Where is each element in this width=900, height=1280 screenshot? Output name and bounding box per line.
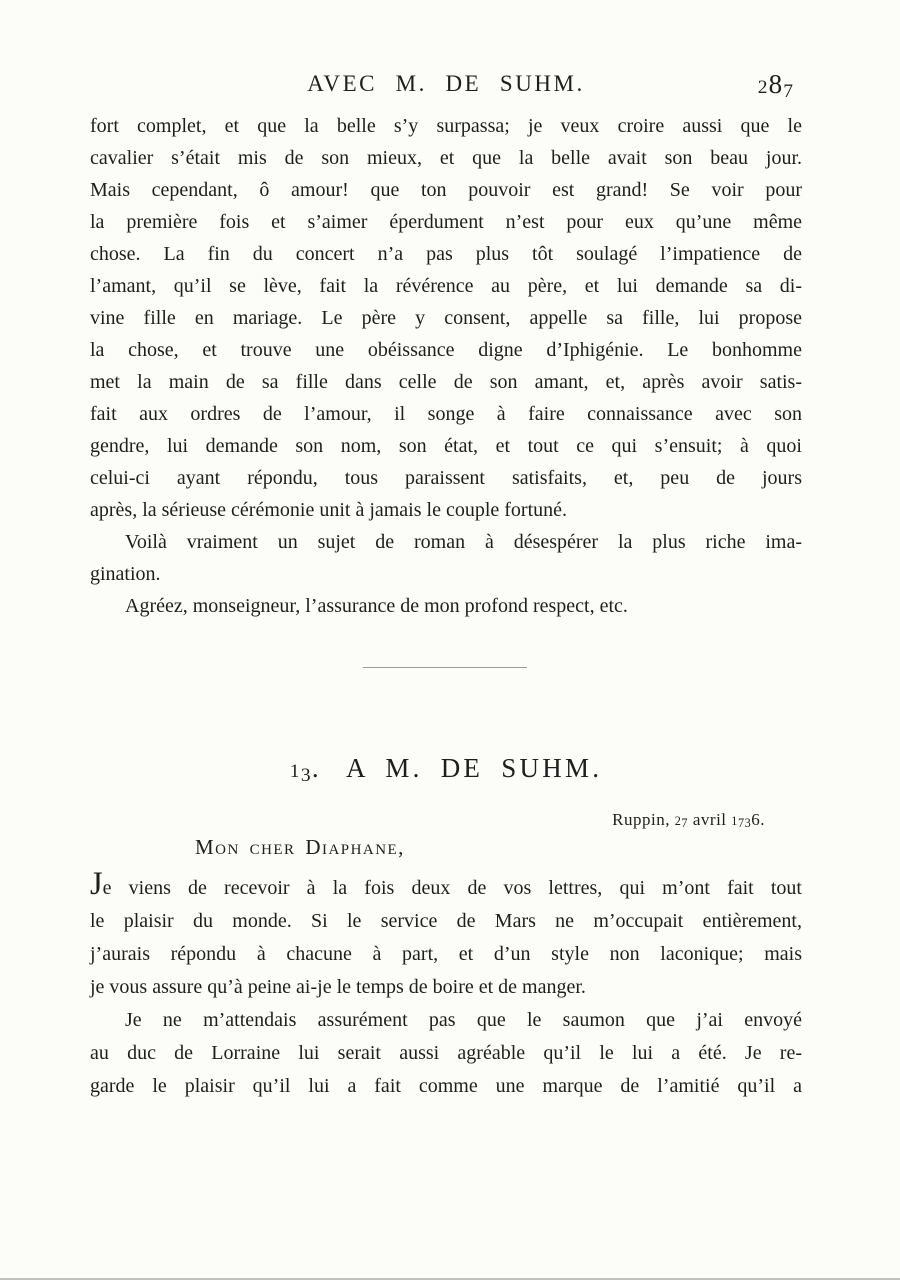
text-line: je vous assure qu’à peine ai-je le temps de boire et de manger.: [90, 976, 586, 998]
text-line: gination.: [90, 563, 161, 585]
text-line: cavalier s’était mis de son mieux, et que la belle avait son beau jour.: [90, 147, 802, 169]
text-line: la chose, et trouve une obéissance digne d’Iphigénie. Le bonhomme: [90, 339, 802, 361]
text-line: la première fois et s’aimer éperdument n’est pour eux qu’une même: [90, 211, 802, 233]
running-header: [90, 64, 802, 104]
text-line: le plaisir du monde. Si le service de Mars ne m’occupait entièrement,: [90, 910, 802, 932]
text-line: Voilà vraiment un sujet de roman à désespérer la plus riche ima-: [125, 531, 802, 553]
text-line: garde le plaisir qu’il lui a fait comme une marque de l’amitié qu’il a: [90, 1075, 802, 1097]
letter-13-heading: [90, 748, 802, 792]
text-line: après, la sérieuse cérémonie unit à jamais le couple fortuné.: [90, 499, 568, 521]
text-line: Je ne m’attendais assurément pas que le saumon que j’ai envoyé: [125, 1009, 802, 1031]
text-line: Mais cependant, ô amour! que ton pouvoir est grand! Se voir pour: [90, 179, 802, 201]
letter-12-body: [90, 110, 802, 622]
letter-number: 13.: [289, 753, 321, 786]
text-line: au duc de Lorraine lui serait aussi agréable qu’il le lui a été. Je re-: [90, 1042, 802, 1064]
text-line: fait aux ordres de l’amour, il songe à faire connaissance avec son: [90, 403, 802, 425]
text-line: gendre, lui demande son nom, son état, et tout ce qui s’ensuit; à quoi: [90, 435, 802, 457]
text-line: vine fille en mariage. Le père y consent, appelle sa fille, lui propose: [90, 307, 802, 329]
text-line: Je viens de recevoir à la fois deux de vos lettres, qui m’ont fait tout: [90, 866, 802, 902]
text-line: chose. La fin du concert n’a pas plus tôt soulagé l’impatience de: [90, 243, 802, 265]
salutation: Mon cher Diaphane,: [195, 835, 405, 859]
text-line: fort complet, et que la belle s’y surpassa; je veux croire aussi que le: [90, 115, 802, 137]
letter-title: A M. DE SUHM.: [346, 753, 603, 783]
page-number: 287: [757, 69, 794, 102]
text-line: Agréez, monseigneur, l’assurance de mon profond respect, etc.: [125, 595, 628, 617]
dateline: Ruppin, 27 avril 1736.: [612, 810, 765, 831]
running-header-title: AVEC M. DE SUHM.: [307, 71, 585, 96]
text-line: met la main de sa fille dans celle de son amant, et, après avoir satis-: [90, 371, 802, 393]
text-line: j’aurais répondu à chacune à part, et d’un style non laconique; mais: [90, 943, 802, 965]
section-divider: [363, 667, 527, 668]
text-line: l’amant, qu’il se lève, fait la révérence au père, et lui demande sa di-: [90, 275, 802, 297]
letter-13-body: [90, 866, 802, 1103]
text-line: celui-ci ayant répondu, tous paraissent satisfaits, et, peu de jours: [90, 467, 802, 489]
